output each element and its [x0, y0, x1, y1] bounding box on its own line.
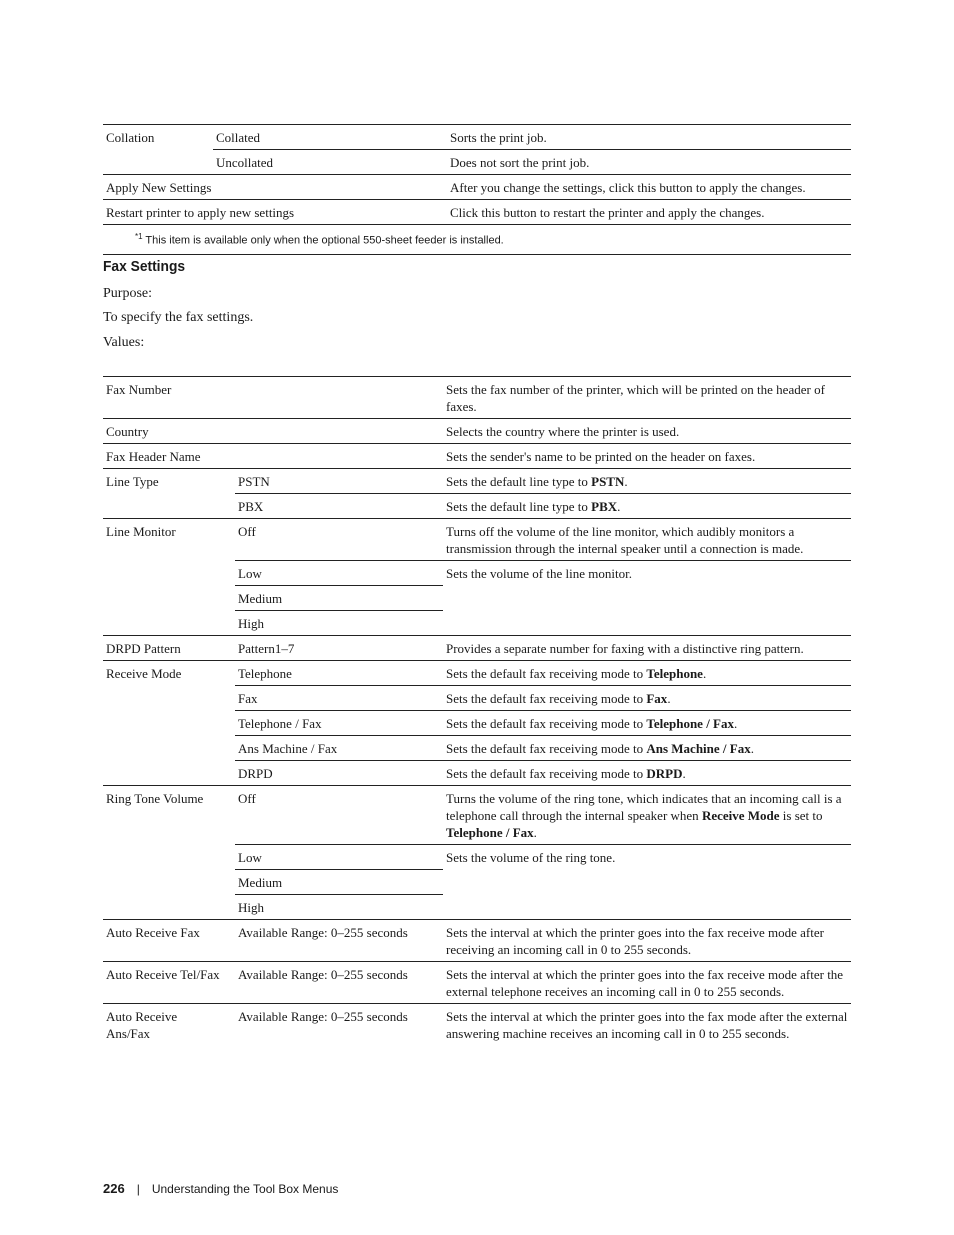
footer-separator: | — [136, 1182, 140, 1196]
uncollated-label: Uncollated — [213, 150, 447, 175]
ring-tone-off: Off — [235, 786, 443, 845]
auto-receive-fax-value: Available Range: 0–255 seconds — [235, 920, 443, 962]
auto-receive-fax-label: Auto Receive Fax — [103, 920, 235, 962]
receive-mode-ans-fax-desc: Sets the default fax receiving mode to Ans Machine / Fax. — [443, 736, 851, 761]
fax-settings-table — [103, 376, 851, 1045]
line-type-pstn-desc: Sets the default line type to PSTN. — [443, 469, 851, 494]
fax-header-label: Fax Header Name — [103, 444, 443, 469]
drpd-pattern-label: DRPD Pattern — [103, 636, 235, 661]
line-type-pbx-desc: Sets the default line type to PBX. — [443, 494, 851, 519]
page-footer — [103, 1181, 338, 1196]
footnote — [103, 225, 851, 255]
auto-receive-ansfax-desc: Sets the interval at which the printer goes into the fax mode after the external answering machine receives an incoming call in 0 to 255 seconds. — [443, 1004, 851, 1046]
auto-receive-telfax-value: Available Range: 0–255 seconds — [235, 962, 443, 1004]
receive-mode-label: Receive Mode — [103, 661, 235, 686]
collated-desc: Sorts the print job. — [447, 125, 851, 150]
receive-mode-ans-fax: Ans Machine / Fax — [235, 736, 443, 761]
fax-number-desc: Sets the fax number of the printer, which will be printed on the header of faxes. — [443, 377, 851, 419]
footnote-mark: *1 — [135, 232, 143, 241]
line-monitor-off-desc: Turns off the volume of the line monitor, which audibly monitors a transmission through the internal speaker until a connection is made. — [443, 519, 851, 561]
collated-label: Collated — [213, 125, 447, 150]
auto-receive-fax-desc: Sets the interval at which the printer goes into the fax receive mode after receiving an incoming call in 0 to 255 seconds. — [443, 920, 851, 962]
receive-mode-telephone-desc: Sets the default fax receiving mode to Telephone. — [443, 661, 851, 686]
receive-mode-telephone: Telephone — [235, 661, 443, 686]
receive-mode-tel-fax-desc: Sets the default fax receiving mode to Telephone / Fax. — [443, 711, 851, 736]
fax-number-label: Fax Number — [103, 377, 443, 419]
ring-tone-high: High — [235, 895, 443, 920]
drpd-pattern-value: Pattern1–7 — [235, 636, 443, 661]
line-monitor-high: High — [235, 611, 443, 636]
line-monitor-medium: Medium — [235, 586, 443, 611]
restart-printer-desc: Click this button to restart the printer and apply the changes. — [447, 200, 851, 225]
fax-header-desc: Sets the sender's name to be printed on the header on faxes. — [443, 444, 851, 469]
purpose-text: To specify the fax settings. — [103, 310, 254, 325]
receive-mode-tel-fax: Telephone / Fax — [235, 711, 443, 736]
country-desc: Selects the country where the printer is used. — [443, 419, 851, 444]
line-type-label: Line Type — [103, 469, 235, 494]
section-heading: Fax Settings — [103, 258, 186, 275]
receive-mode-fax-desc: Sets the default fax receiving mode to Fax. — [443, 686, 851, 711]
collation-label: Collation — [103, 125, 213, 150]
page-number: 226 — [103, 1181, 125, 1196]
line-monitor-label: Line Monitor — [103, 519, 235, 561]
auto-receive-ansfax-label: Auto Receive Ans/Fax — [103, 1004, 235, 1046]
auto-receive-telfax-desc: Sets the interval at which the printer goes into the fax receive mode after the external telephone receives an incoming call in 0 to 255 seconds. — [443, 962, 851, 1004]
restart-printer-label: Restart printer to apply new settings — [103, 200, 447, 225]
values-label: Values: — [103, 335, 145, 350]
line-monitor-off: Off — [235, 519, 443, 561]
receive-mode-drpd-desc: Sets the default fax receiving mode to DRPD. — [443, 761, 851, 786]
ring-tone-off-desc: Turns the volume of the ring tone, which indicates that an incoming call is a telephone call through the internal speaker when Receive Mode is set to Telephone / Fax. — [443, 786, 851, 845]
purpose-label: Purpose: — [103, 286, 152, 301]
chapter-title: Understanding the Tool Box Menus — [151, 1182, 339, 1196]
uncollated-desc: Does not sort the print job. — [447, 150, 851, 175]
auto-receive-telfax-label: Auto Receive Tel/Fax — [103, 962, 235, 1004]
receive-mode-drpd: DRPD — [235, 761, 443, 786]
line-monitor-low-desc: Sets the volume of the line monitor. — [443, 561, 851, 636]
auto-receive-ansfax-value: Available Range: 0–255 seconds — [235, 1004, 443, 1046]
apply-new-settings-label: Apply New Settings — [103, 175, 447, 200]
apply-new-settings-desc: After you change the settings, click this button to apply the changes. — [447, 175, 851, 200]
country-label: Country — [103, 419, 443, 444]
collation-settings-table — [103, 124, 851, 255]
ring-tone-label: Ring Tone Volume — [103, 786, 235, 845]
receive-mode-fax: Fax — [235, 686, 443, 711]
drpd-pattern-desc: Provides a separate number for faxing with a distinctive ring pattern. — [443, 636, 851, 661]
ring-tone-low: Low — [235, 845, 443, 870]
line-type-pstn: PSTN — [235, 469, 443, 494]
footnote-text: This item is available only when the optional 550-sheet feeder is installed. — [142, 234, 504, 247]
line-type-pbx: PBX — [235, 494, 443, 519]
ring-tone-medium: Medium — [235, 870, 443, 895]
line-monitor-low: Low — [235, 561, 443, 586]
ring-tone-low-desc: Sets the volume of the ring tone. — [443, 845, 851, 920]
